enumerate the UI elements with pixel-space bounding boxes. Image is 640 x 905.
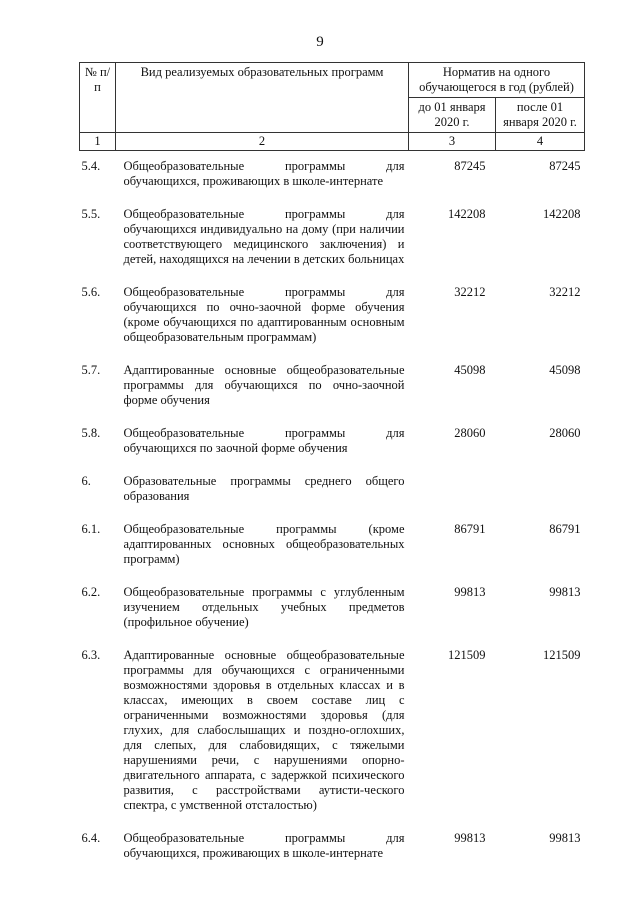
column-number: 2 bbox=[116, 133, 409, 151]
program-name: Общеобразовательные программы для обучающихся, проживающих в школе-интернате bbox=[123, 831, 405, 860]
program-name: Общеобразовательные программы для обучающихся, проживающих в школе-интернате bbox=[123, 159, 405, 188]
norm-after-2020: 86791 bbox=[549, 522, 581, 536]
norm-before-2020: 142208 bbox=[448, 207, 486, 221]
row-number: 6. bbox=[81, 474, 91, 488]
table-row bbox=[80, 585, 585, 648]
header-before-2020: до 01 января 2020 г. bbox=[409, 98, 496, 133]
program-name: Общеобразовательные программы для обучающихся по заочной форме обучения bbox=[123, 426, 405, 455]
norm-before-2020: 28060 bbox=[454, 426, 486, 440]
row-number: 5.6. bbox=[81, 285, 101, 299]
row-number: 5.4. bbox=[81, 159, 101, 173]
program-name: Адаптированные основные общеобразовательные программы для обучающихся с ограниченными возможностями здоровья в отдельных классах и в классах, имеющих в своем составе лиц с ограниченными возможностями здоровья (для глухих, для слабослышащих и поздно-оглохших, для слепых, для слабовидящих, с тяжелыми нарушениями речи, с нарушениями опорно-двигательного аппарата, с задержкой психического развития, с расстройствами аутисти-ческого спектра, с умственной отсталостью) bbox=[123, 648, 405, 812]
row-number: 6.2. bbox=[81, 585, 101, 599]
norm-after-2020: 121509 bbox=[543, 648, 581, 662]
row-number: 5.5. bbox=[81, 207, 101, 221]
table-row bbox=[80, 426, 585, 474]
norm-before-2020: 86791 bbox=[454, 522, 486, 536]
norm-before-2020: 99813 bbox=[454, 831, 486, 845]
norm-after-2020: 28060 bbox=[549, 426, 581, 440]
program-name: Общеобразовательные программы для обучающихся индивидуально на дому (при наличии соответствующего медицинского заключения) и детей, находящихся на лечении в детских больницах bbox=[123, 207, 405, 266]
row-number: 6.1. bbox=[81, 522, 101, 536]
page-number: 9 bbox=[316, 34, 324, 50]
norm-before-2020: 99813 bbox=[454, 585, 486, 599]
norm-before-2020: 45098 bbox=[454, 363, 486, 377]
column-numbers-row bbox=[80, 133, 585, 151]
norm-after-2020: 99813 bbox=[549, 585, 581, 599]
norms-table bbox=[79, 62, 585, 879]
program-name: Общеобразовательные программы с углубленным изучением отдельных учебных предметов (профильное обучение) bbox=[123, 585, 405, 629]
row-number: 6.3. bbox=[81, 648, 101, 662]
column-number: 1 bbox=[80, 133, 116, 151]
program-name: Общеобразовательные программы (кроме адаптированных основных общеобразовательных программ) bbox=[123, 522, 405, 566]
column-number: 3 bbox=[409, 133, 496, 151]
header-after-2020: после 01 января 2020 г. bbox=[496, 98, 585, 133]
table-row bbox=[80, 363, 585, 426]
norm-before-2020: 87245 bbox=[454, 159, 486, 173]
norm-after-2020: 32212 bbox=[549, 285, 581, 299]
header-program-type: Вид реализуемых образовательных программ bbox=[116, 63, 409, 133]
program-name: Общеобразовательные программы для обучающихся по очно-заочной форме обучения (кроме обучающихся по адаптированным основным общеобразовательным программам) bbox=[123, 285, 405, 344]
table-row bbox=[80, 522, 585, 585]
column-number: 4 bbox=[496, 133, 585, 151]
norm-after-2020 bbox=[496, 474, 585, 522]
table-row bbox=[80, 207, 585, 285]
norm-before-2020: 32212 bbox=[454, 285, 486, 299]
header-norm: Норматив на одного обучающегося в год (рублей) bbox=[409, 63, 585, 98]
program-name: Адаптированные основные общеобразовательные программы для обучающихся по очно-заочной форме обучения bbox=[123, 363, 405, 407]
norm-before-2020 bbox=[409, 474, 496, 522]
norm-after-2020: 45098 bbox=[549, 363, 581, 377]
program-name: Образовательные программы среднего общего образования bbox=[123, 474, 405, 503]
table-row bbox=[80, 474, 585, 522]
norm-after-2020: 142208 bbox=[543, 207, 581, 221]
table-row bbox=[80, 151, 585, 208]
norm-after-2020: 87245 bbox=[549, 159, 581, 173]
row-number: 6.4. bbox=[81, 831, 101, 845]
row-number: 5.7. bbox=[81, 363, 101, 377]
table-row bbox=[80, 648, 585, 831]
norm-after-2020: 99813 bbox=[549, 831, 581, 845]
norms-table-container bbox=[79, 62, 584, 879]
table-row bbox=[80, 831, 585, 879]
table-row bbox=[80, 285, 585, 363]
header-num: № п/п bbox=[80, 63, 116, 133]
norm-before-2020: 121509 bbox=[448, 648, 486, 662]
table-header bbox=[80, 63, 585, 151]
row-number: 5.8. bbox=[81, 426, 101, 440]
table-body bbox=[80, 151, 585, 880]
